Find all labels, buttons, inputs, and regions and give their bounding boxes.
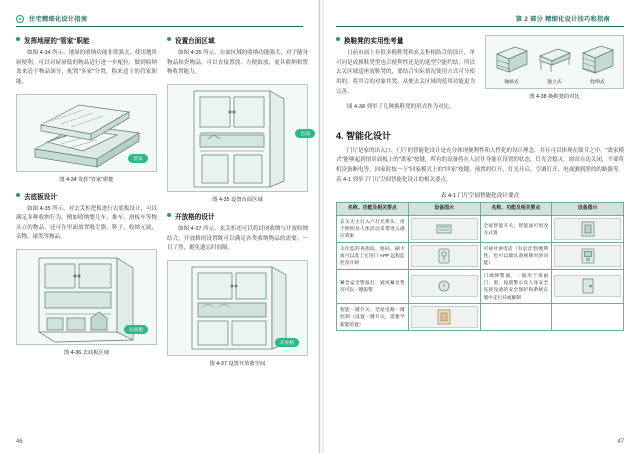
door-sensor-icon [554,275,621,297]
figure-tag-remove-base: 去底板 [124,325,148,334]
figure-box [16,249,157,345]
bench-type-icons [485,35,624,89]
bench-type-label: 独立式 [547,80,562,85]
table-cell-desc: 门端弹警器，一般用于保函门、窗、按置警示及人身安全连接设备的安全保护和系统在墙中走行开或解制 [480,269,552,303]
table-cell-desc: 玄关无主灯入户灯光系头、用于照明及人体活动采带进入感应效果 [337,215,409,242]
left-column-1 [16,35,157,375]
figure-caption: 图 4-34 发挥"管家"职能 [59,176,114,183]
table-cell-image [552,215,624,242]
figure-arrow-label: 台面 [295,129,315,138]
bullet-dot-icon [336,37,340,41]
table-caption: 表 4-1 门厅空间智能化设计要点 [440,193,520,200]
table-header-cell: 设备图示 [408,203,480,216]
smart-lock-icon [411,245,478,267]
table-header-cell: 设备图示 [552,203,624,216]
table-header-row [337,203,624,216]
para-shoe-bench-note: 图 4-38 列举了几种换鞋凳的形式作为对比。 [347,104,455,111]
bullet-dot-icon [16,193,20,197]
figure-box [16,94,157,172]
table-cell-desc: 可视对讲电话（有语音型/便利性，也可以端具备视频对讲功能） [480,242,552,269]
bench-type-cell [491,42,532,85]
book-logo-icon [16,15,24,23]
table-cell-image [408,303,480,330]
heading-text: 换鞋凳的实用性考量 [344,38,404,45]
left-columns [16,35,310,375]
right-top-columns [336,35,624,119]
figure-box [167,260,308,356]
figure-caption: 图 4-36 去底板区域 [63,350,110,356]
figure-caption: 图 4-35 设置台面区域 [212,196,263,203]
table-cell-desc [480,303,552,330]
figure-drawer-manager [16,94,157,183]
ceiling-light-icon [411,218,478,240]
bench-type-label: 抽屉式 [504,80,519,85]
heading-counter-area [167,35,308,45]
right-column-1 [336,35,475,119]
figure-tag-manager: 管家 [128,154,148,163]
figure-caption: 图 4-38 换鞋凳的对比 [529,94,580,100]
bullet-dot-icon [167,37,171,41]
right-page-number: 47 [617,439,624,445]
heading-open-shelf [167,211,308,221]
heading-shoe-bench [336,35,475,45]
figure-tag-open-shelf: 开放格 [275,338,299,347]
heading-text: 去底板设计 [24,193,57,201]
heading-text: 设置台面区域 [175,38,215,45]
para-remove-base: 如图 4-35 所示，对去关柜把板进行去底板设计，可以满足多种收纳行为，例如收纳婴儿车、推车、滑板车等物头立的物品，还可在里面放置吸尘器、鞋子、收纳元属、杂物、球类等物品。 [16,205,157,241]
table-row [337,215,624,242]
table-cell-desc: 智能一键开关、全屋电路一键控制（设置一键开关，需要学新能的置） [337,303,409,330]
storage-bench-icon [577,42,617,76]
smart-design-table [336,202,624,331]
table-cell-image [408,269,480,303]
heading-drawer-manager [16,35,157,45]
video-intercom-icon [554,245,621,267]
table-cell-desc: 紧急安全警报灯、通风紧急售况可以一键报警 [337,269,409,303]
table-row [337,303,624,330]
switch-panel-icon [554,218,621,240]
bench-type-cell [534,42,575,85]
figure-caption: 图 4-37 设置开放收空间 [209,360,266,367]
table-cell-desc: 关住监的查指纹、密码、刷卡或可以选上它进门 APP 远程监控及开锁 [337,242,409,269]
counter-area-illustration-icon [168,85,309,193]
heading-text: 发挥地屉的"管家"职能 [24,38,90,45]
drawer-bench-icon [491,42,531,76]
table-header-cell: 名称、功能及相关要点 [480,203,552,216]
bench-type-label: 收纳式 [590,80,605,85]
part-label: 第 2 部分 精细化设计技巧和指南 [515,16,610,23]
left-column-2 [167,35,308,375]
master-switch-icon [411,306,478,328]
table-cell-image [408,242,480,269]
figure-counter-area [167,84,308,203]
table-cell-image [552,242,624,269]
para-open-shelf: 如图 4-37 所示，玄关柜还可以将封闭收纳与开放收纳结合，开放格的设置既可以满足各类收纳物品的需要，一目了然，避免遗忘时间隔。 [167,225,308,252]
para-shoe-bench: 日前市面上有很多换鞋凳和玄关柜相结合的设计，单可同是成换鞋凳型也合便利性还是的选型空能约结，所以去关区域适座放鞋凳的，要结合实际情况使用方式可分使用的，将其合的对象其凳，从便去关区域的使用功能更为完善。 [336,50,475,95]
bullet-dot-icon [16,37,20,41]
table-header-cell: 名称、功能及相关要点 [337,203,409,216]
standalone-bench-icon [534,42,574,76]
bench-type-cell [577,42,618,85]
right-column-2 [485,35,624,119]
para-drawer-manager: 如图 4-34 所示，地屉的收纳功能非常强大，使用地块屉便利，可以对屉屉低的物品适行进一步配位，做到收纳盖来适于物品颂分，配置"多家"分置，称来适于的管家职能。 [16,50,157,85]
alarm-icon [411,275,478,297]
figure-remove-base [16,249,157,356]
heading-remove-base [16,191,157,201]
table-row [337,242,624,269]
figure-box [167,84,308,192]
para-counter-area: 如图 4-35 所示，台面区域的收纳功能强大，对于随身物品和贵物品，可以直接置放、方便取放，更具收纳和置物收置能力。 [167,50,308,76]
table-cell-image [552,269,624,303]
figure-open-shelf [167,260,308,367]
right-page-header [336,14,624,27]
table-cell-desc: 全屋智能开关，智能面可更改方式置 [480,215,552,242]
right-page [320,0,640,453]
section-title-smart-design: 4. 智能化设计 [336,130,392,141]
table-cell-image [552,303,624,330]
para-smart-design: 门厅是家的出入口，门厅的智能化设计是充分体现便利性和人性化的设计理念，并且可以体现在细节之中。"离家模式"能够起到情景面板上的"离家"按键，所有的设备将在人居住身能在设置的状态，灯光会熄灭，窗帘自动关闭，不要将机设备断电等，回家时按一下"回家模式上的"回家"按键，预置的灯开，灯光开启、空调打开、电视测到照的的路器等。表 4-1 列举了门厅空间智能化设计的相关要点。 [336,147,624,183]
table-cell-image [408,215,480,242]
left-page-header [16,14,303,27]
book-title: 住宅精细化设计指南 [29,16,88,23]
empty-image-cell [554,306,621,328]
table-row [337,269,624,303]
left-page-number: 46 [16,439,23,445]
bullet-dot-icon [167,213,171,217]
heading-text: 开放格的设计 [175,213,215,221]
